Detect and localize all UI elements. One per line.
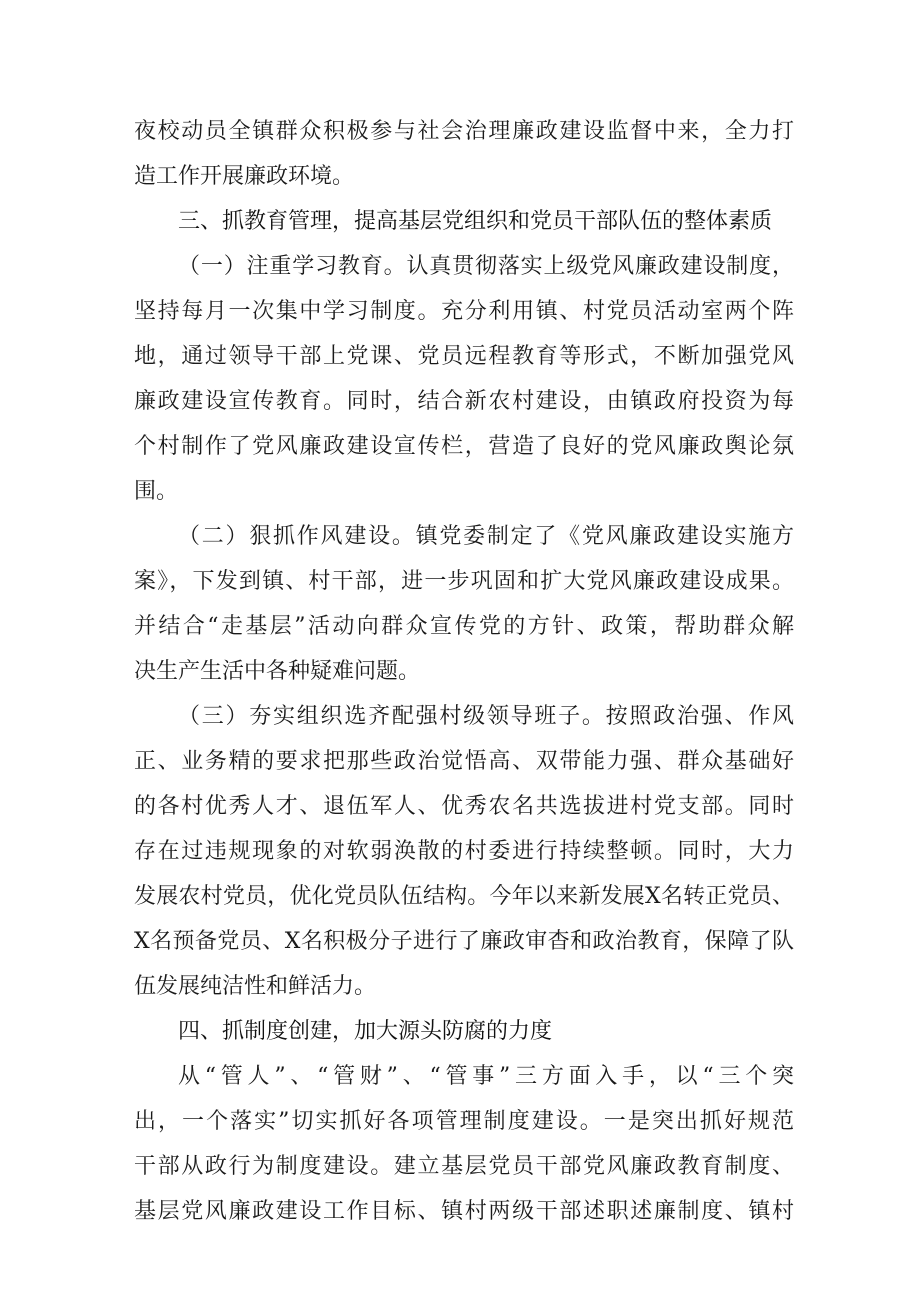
body-text-line: 的各村优秀人才、退伍军人、优秀农名共选拔进村党支部。同时 [134, 794, 794, 819]
body-text-line: 存在过违规现象的对软弱涣散的村委进行持续整顿。同时，大力 [134, 839, 794, 864]
section-heading-3: 三、抓教育管理，提高基层党组织和党员干部队伍的整体素质 [178, 209, 773, 234]
body-text-line: 造工作开展廉政环境。 [134, 164, 355, 189]
body-text-line: （三）夯实组织选齐配强村级领导班子。按照政治强、作风 [178, 704, 794, 729]
body-text-line: 案》，下发到镇、村干部，进一步巩固和扩大党风廉政建设成果。 [134, 569, 794, 594]
body-text-line: 出，一个落实”切实抓好各项管理制度建设。一是突出抓好规范 [134, 1109, 794, 1134]
body-text-line: （一）注重学习教育。认真贯彻落实上级党风廉政建设制度， [178, 254, 794, 279]
body-text-line: 基层党风廉政建设工作目标、镇村两级干部述职述廉制度、镇村 [134, 1199, 794, 1224]
body-text-line: 决生产生活中各种疑难问题。 [134, 659, 421, 684]
body-text-line: 围。 [134, 479, 179, 504]
body-text-line: 个村制作了党风廉政建设宣传栏，营造了良好的党风廉政舆论氛 [134, 434, 794, 459]
body-text-line: 并结合“走基层”活动向群众宣传党的方针、政策，帮助群众解 [134, 614, 794, 639]
body-text-line: 正、业务精的要求把那些政治觉悟高、双带能力强、群众基础好 [134, 749, 794, 774]
body-text-line: 地，通过领导干部上党课、党员远程教育等形式，不断加强党风 [134, 344, 794, 369]
body-text-line: 廉政建设宣传教育。同时，结合新农村建设，由镇政府投资为每 [134, 389, 794, 414]
section-heading-4: 四、抓制度创建，加大源头防腐的力度 [178, 1019, 553, 1044]
body-text-line: X名预备党员、X名积极分子进行了廉政审杳和政治教育，保障了队 [134, 929, 794, 954]
body-text-line: （二）狠抓作风建设。镇党委制定了《党风廉政建设实施方 [178, 524, 794, 549]
body-text-line: 伍发展纯洁性和鲜活力。 [134, 974, 377, 999]
body-text-line: 干部从政行为制度建设。建立基层党员干部党风廉政教育制度、 [134, 1154, 794, 1179]
body-text-line: 夜校动员全镇群众积极参与社会治理廉政建设监督中来，全力打 [134, 119, 794, 144]
body-text-line: 发展农村党员，优化党员队伍结构。今年以来新发展X名转正党员、 [134, 884, 794, 909]
body-text-line: 从“管人”、“管财”、“管事”三方面入手，以“三个突 [178, 1064, 794, 1089]
body-text-line: 坚持每月一次集中学习制度。充分利用镇、村党员活动室两个阵 [134, 299, 794, 324]
